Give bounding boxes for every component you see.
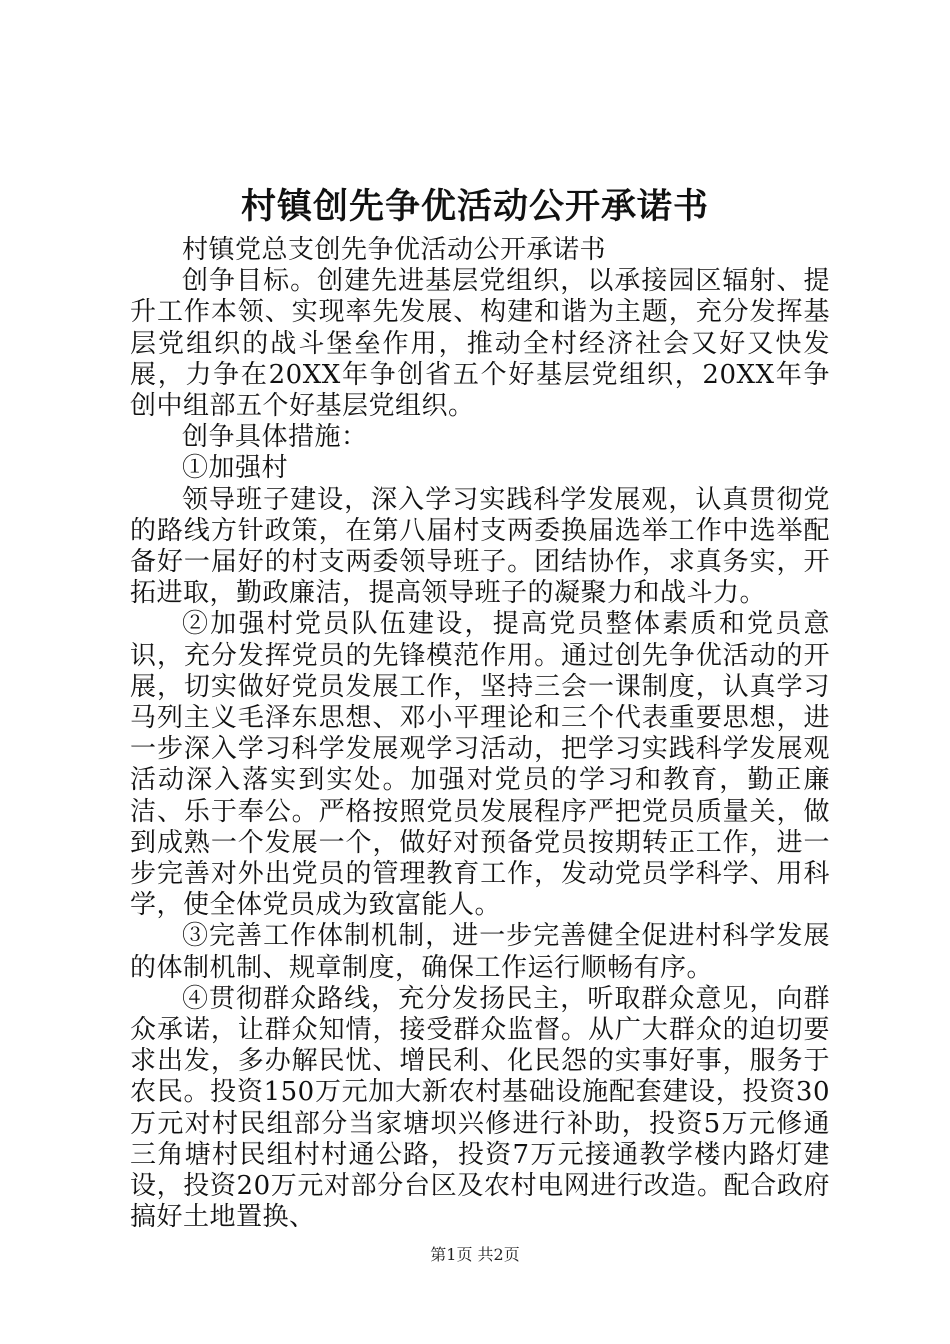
measure-4-paragraph: ④贯彻群众路线，充分发扬民主，听取群众意见，向群众承诺，让群众知情，接受群众监督。从广大群众的迫切要求出发，多办解民忧、增民利、化民怨的实事好事，服务于农民。投资150万元加大新农村基础设施配套建设，投资30万元对村民组部分当家塘坝兴修进行补助，投资5万元修通三角塘村民组村村通公路，投资7万元接通教学楼内路灯建设，投资20万元对部分台区及农村电网进行改造。配合政府搞好土地置换、 [130, 983, 830, 1233]
measure-3-paragraph: ③完善工作体制机制，进一步完善健全促进村科学发展的体制机制、规章制度，确保工作运行顺畅有序。 [130, 921, 830, 983]
measures-heading: 创争具体措施： [182, 422, 368, 453]
measure-1-heading: ①加强村 [182, 453, 289, 484]
page-number-footer: 第1页 共2页 [430, 1245, 520, 1264]
goal-paragraph: 创争目标。创建先进基层党组织，以承接园区辐射、提升工作本领、实现率先发展、构建和谐为主题，充分发挥基层党组织的战斗堡垒作用，推动全村经济社会又好又快发展，力争在20XX年争创省五个好基层党组织，20XX年争创中组部五个好基层党组织。 [130, 266, 830, 422]
measure-2-paragraph: ②加强村党员队伍建设，提高党员整体素质和党员意识，充分发挥党员的先锋模范作用。通过创先争优活动的开展，切实做好党员发展工作，坚持三会一课制度，认真学习马列主义毛泽东思想、邓小平理论和三个代表重要思想，进一步深入学习科学发展观学习活动，把学习实践科学发展观活动深入落实到实处。加强对党员的学习和教育，勤正廉洁、乐于奉公。严格按照党员发展程序严把党员质量关，做到成熟一个发展一个，做好对预备党员按期转正工作，进一步完善对外出党员的管理教育工作，发动党员学科学、用科学，使全体党员成为致富能人。 [130, 609, 830, 921]
measure-1-paragraph: 领导班子建设，深入学习实践科学发展观，认真贯彻党的路线方针政策，在第八届村支两委换届选举工作中选举配备好一届好的村支两委领导班子。团结协作，求真务实，开拓进取，勤政廉洁，提高领导班子的凝聚力和战斗力。 [130, 484, 830, 609]
subtitle-paragraph: 村镇党总支创先争优活动公开承诺书 [182, 235, 607, 265]
document-body [130, 235, 830, 1234]
document-title: 村镇创先争优活动公开承诺书 [240, 186, 709, 227]
